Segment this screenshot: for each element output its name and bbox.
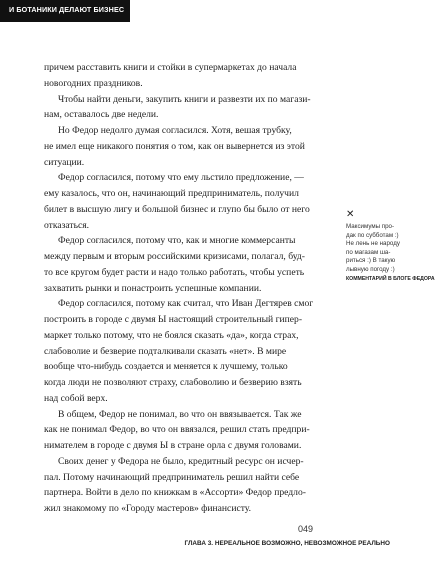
body-text [44,60,349,517]
text-line: Федор согласился, потому что ему льстило предложение, — [58,172,304,184]
chapter-footer: ГЛАВА 3. НЕРЕАЛЬНОЕ ВОЗМОЖНО, НЕВОЗМОЖНОЕ РЕАЛЬНО [184,540,390,547]
running-header-band [0,0,130,22]
paragraph [44,92,349,124]
paragraph [44,60,349,92]
margin-note-line: Максимумы про- [346,223,395,230]
paragraph [44,454,349,517]
text-line: В общем, Федор не понимал, во что он ввязывается. Так же [58,408,302,420]
text-line: вообще что-нибудь создается и меняется к лучшему, только [44,361,288,373]
text-line: слабоволие и безверие подталкивали сказать «нет». В мире [44,345,287,357]
text-line: ему казалось, что он, начинающий предприниматель, получил [44,188,299,199]
paragraph [44,407,349,454]
margin-note-line: риться :) В такую [346,257,396,265]
text-line: не имел еще никакого понятия о том, как он вывернется из этой [44,140,305,152]
paragraph [44,233,349,296]
cross-mark-icon: ✕ [346,209,355,220]
paragraph [44,296,349,406]
margin-note-line: по магазам ша- [346,248,391,256]
text-line: ситуации. [44,156,85,168]
text-line: нам, оставалось две недели. [44,109,159,121]
text-line: нимателем в городе с двумя Ы в стране орла с двумя головами. [44,440,302,451]
text-line: когда люди не позволяют страху, слабоволию и безверию взять [44,377,302,388]
text-line: как не понимал Федор, во что он ввязался, решил стать предпри- [44,424,310,436]
text-line: Федор согласился, потому как считал, что Иван Дегтярев смог [58,298,314,310]
paragraph [44,123,349,170]
text-line: билет в высшую лигу и большой бизнес и глупо бы было от него [44,203,310,215]
text-line: Федор согласился, потому что, как и многие коммерсанты [58,235,296,247]
text-line: над собой верх. [44,392,108,404]
text-line: пал. Потому начинающий предприниматель решил найти себе [44,471,300,483]
text-line: между первым и вторым российскими кризисами, полагал, буд- [44,251,305,262]
running-header-title: И БОТАНИКИ ДЕЛАЮТ БИЗНЕС [9,5,125,14]
margin-note-line: дак по субботам :) [346,231,399,239]
margin-note-line: лывную погоду :) [346,265,395,273]
text-line: отказаться. [44,219,90,231]
text-line: Чтобы найти деньги, закупить книги и развезти их по магази- [58,93,311,105]
text-line: захватить рынки и понастроить успешные компании. [44,282,262,294]
text-line: причем расставить книги и стойки в супермаркетах до начала [44,62,297,73]
margin-note-author: КОММЕНТАРИЙ В БЛОГЕ ФЕДОРА [346,275,435,282]
text-line: жил знакомому по «Городу мастеров» финансисту. [44,503,252,514]
text-line: Своих денег у Федора не было, кредитный ресурс он исчер- [58,455,304,467]
text-line: новогодних праздников. [44,77,143,89]
text-line: Но Федор недолго думая согласился. Хотя, вешая трубку, [58,125,292,136]
page-number: 049 [298,524,314,534]
paragraph [44,170,349,233]
margin-note [346,209,435,283]
text-line: то все кругом будет расти и надо только работать, чтобы успеть [44,266,305,278]
text-line: партнера. Войти в дело по книжкам в «Ассорти» Федор предло- [44,487,306,499]
text-line: маркет только потому, что не боялся сказать «да», когда страх, [44,329,299,341]
margin-note-line: Не лень не народу [346,240,400,248]
text-line: построить в городе с двумя Ы настоящий строительный гипер- [44,314,303,325]
